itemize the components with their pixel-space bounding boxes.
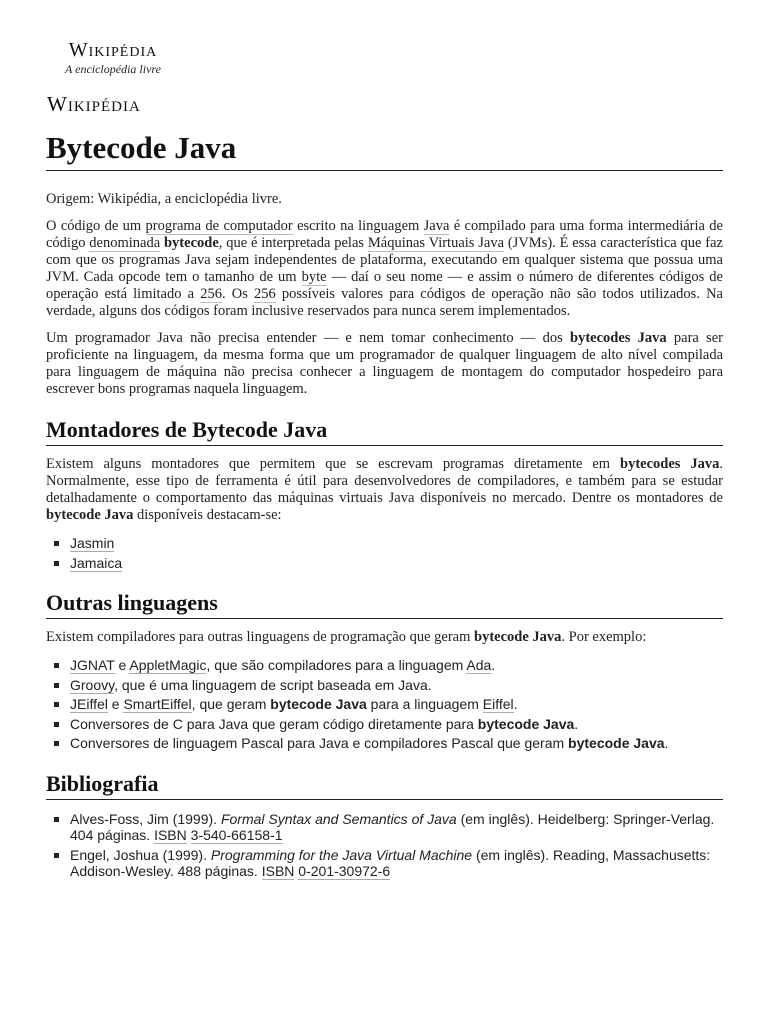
link-256[interactable]: 256 [200, 286, 222, 302]
list-item [70, 657, 723, 674]
reference-item [70, 847, 723, 880]
list-item [70, 535, 723, 552]
text: . [513, 696, 518, 712]
bold-term: bytecode Java [568, 735, 665, 751]
bold-term: bytecode Java [477, 715, 575, 732]
intro-paragraph-1 [46, 218, 723, 320]
bold-term: bytecode Java [46, 507, 134, 523]
link-groovy[interactable]: Groovy [70, 676, 115, 693]
text: O código de um [46, 218, 146, 234]
book-title: Programming for the Java Virtual Machine [210, 846, 473, 863]
list-item [70, 677, 723, 694]
text: Conversores de linguagem Pascal para Java e compiladores Pascal que geram [70, 735, 569, 751]
bold-term: bytecode Java [474, 629, 562, 645]
link-java[interactable]: Java [423, 218, 450, 234]
link-jasmin[interactable]: Jasmin [70, 535, 115, 551]
text: Conversores de C para Java que geram código diretamente para [70, 715, 478, 732]
link-eiffel[interactable]: Eiffel [482, 696, 514, 712]
outras-linguagens-list [46, 657, 723, 752]
list-item [70, 716, 723, 733]
list-item [70, 696, 723, 713]
list-item [70, 555, 723, 572]
logo-tagline: A enciclopédia livre [65, 62, 161, 76]
article-content [46, 128, 723, 883]
section-heading-outras-linguagens: Outras linguagens [46, 589, 723, 619]
text: . [491, 657, 496, 673]
text: (em inglês). Heidelberg: Springer-Verlag. 404 páginas. [70, 810, 715, 843]
text: . [574, 715, 579, 732]
section-heading-bibliografia: Bibliografia [46, 770, 723, 800]
bibliografia-list [46, 811, 723, 880]
text: , que é interpretada pelas [218, 235, 368, 251]
text: Um programador Java não precisa entender — e nem tomar conhecimento — dos [46, 330, 571, 346]
link-jgnat[interactable]: JGNAT [70, 657, 115, 673]
text: para ser proficiente na linguagem, da mesma forma que um programador de qualquer linguagem de alto nível compilada para linguagem de máquina não precisa conhecer a linguagem de montagem do computador hospedeiro para escrever bons programas naquela linguagem. [46, 330, 723, 397]
link-byte[interactable]: byte [301, 269, 327, 285]
origin-note: Origem: Wikipédia, a enciclopédia livre. [46, 191, 282, 207]
link-jamaica[interactable]: Jamaica [70, 554, 123, 571]
text: Existem alguns montadores que permitem que se escrevam programas diretamente em [46, 456, 621, 472]
outras-linguagens-paragraph [46, 629, 723, 646]
intro-paragraph-2 [46, 330, 723, 398]
wikipedia-wordmark: Wikipédia [47, 92, 141, 116]
text: disponíveis destacam-se: [133, 507, 282, 523]
book-title: Formal Syntax and Semantics of Java [220, 810, 457, 827]
link-appletmagic[interactable]: AppletMagic [129, 657, 207, 673]
montadores-list [46, 535, 723, 571]
text: e [107, 696, 124, 712]
text: Alves-Foss, Jim (1999). [70, 810, 221, 827]
text: , que são compiladores para a linguagem [206, 657, 467, 673]
text: escrito na linguagem [292, 218, 424, 234]
list-item [70, 735, 723, 752]
text: Engel, Joshua (1999). [70, 846, 211, 863]
text: Existem compiladores para outras linguagens de programação que geram [46, 629, 474, 645]
text: . [664, 735, 669, 751]
link-isbn[interactable]: ISBN [154, 827, 187, 843]
page-title: Bytecode Java [46, 128, 723, 171]
logo-name: Wikipédia [68, 39, 158, 61]
text: (em inglês). Reading, Massachusetts: Addison-Wesley. 488 páginas. [70, 846, 711, 879]
link-ada[interactable]: Ada [466, 657, 492, 673]
text: , que é uma linguagem de script baseada em Java. [114, 676, 432, 693]
text: possíveis valores para códigos de operação não são todos utilizados. Na verdade, alguns dos códigos foram inclusive reservados para nunca serem implementados. [46, 286, 723, 319]
link-isbn-number[interactable]: 0-201-30972-6 [298, 863, 391, 879]
bold-term: bytecodes Java [570, 330, 667, 346]
text: . Normalmente, esse tipo de ferramenta é útil para desenvolvedores de compiladores, e também para se estudar detalhadamente o comportamento das máquinas virtuais Java disponíveis no mercado. Dentre os montadores de [46, 456, 723, 506]
bold-term: bytecodes Java [620, 456, 720, 472]
text: , que geram [191, 696, 271, 712]
link-isbn[interactable]: ISBN [261, 863, 295, 879]
montadores-paragraph [46, 456, 723, 524]
wikipedia-logo[interactable] [65, 40, 161, 76]
bold-term: bytecode Java [270, 696, 367, 712]
link-256[interactable]: 256 [253, 286, 276, 302]
text: para a linguagem [366, 696, 483, 712]
link-smarteiffel[interactable]: SmartEiffel [123, 696, 192, 712]
reference-item [70, 811, 723, 844]
section-heading-montadores: Montadores de Bytecode Java [46, 416, 723, 446]
text: . Por exemplo: [561, 629, 647, 645]
link-maquinas-virtuais-java[interactable]: Máquinas Virtuais Java [367, 235, 505, 251]
bold-term: bytecode [163, 235, 219, 251]
text: — daí o seu nome — e assim o número de diferentes códigos de operação está limitado a [46, 269, 723, 302]
text: é compilado para uma forma intermediária de código [46, 218, 723, 251]
link-isbn-number[interactable]: 3-540-66158-1 [190, 827, 283, 843]
text: . Os [221, 286, 254, 302]
link-programa-de-computador[interactable]: programa de computador [145, 218, 293, 234]
link-denominada[interactable]: denominada [89, 235, 161, 251]
text: e [114, 657, 130, 673]
text: (JVMs). É essa característica que faz com que os programas Java sejam independentes de plataforma, executando em qualquer sistema que possua uma JVM. Cada opcode tem o tamanho de um [46, 235, 723, 285]
link-jeiffel[interactable]: JEiffel [70, 696, 108, 712]
